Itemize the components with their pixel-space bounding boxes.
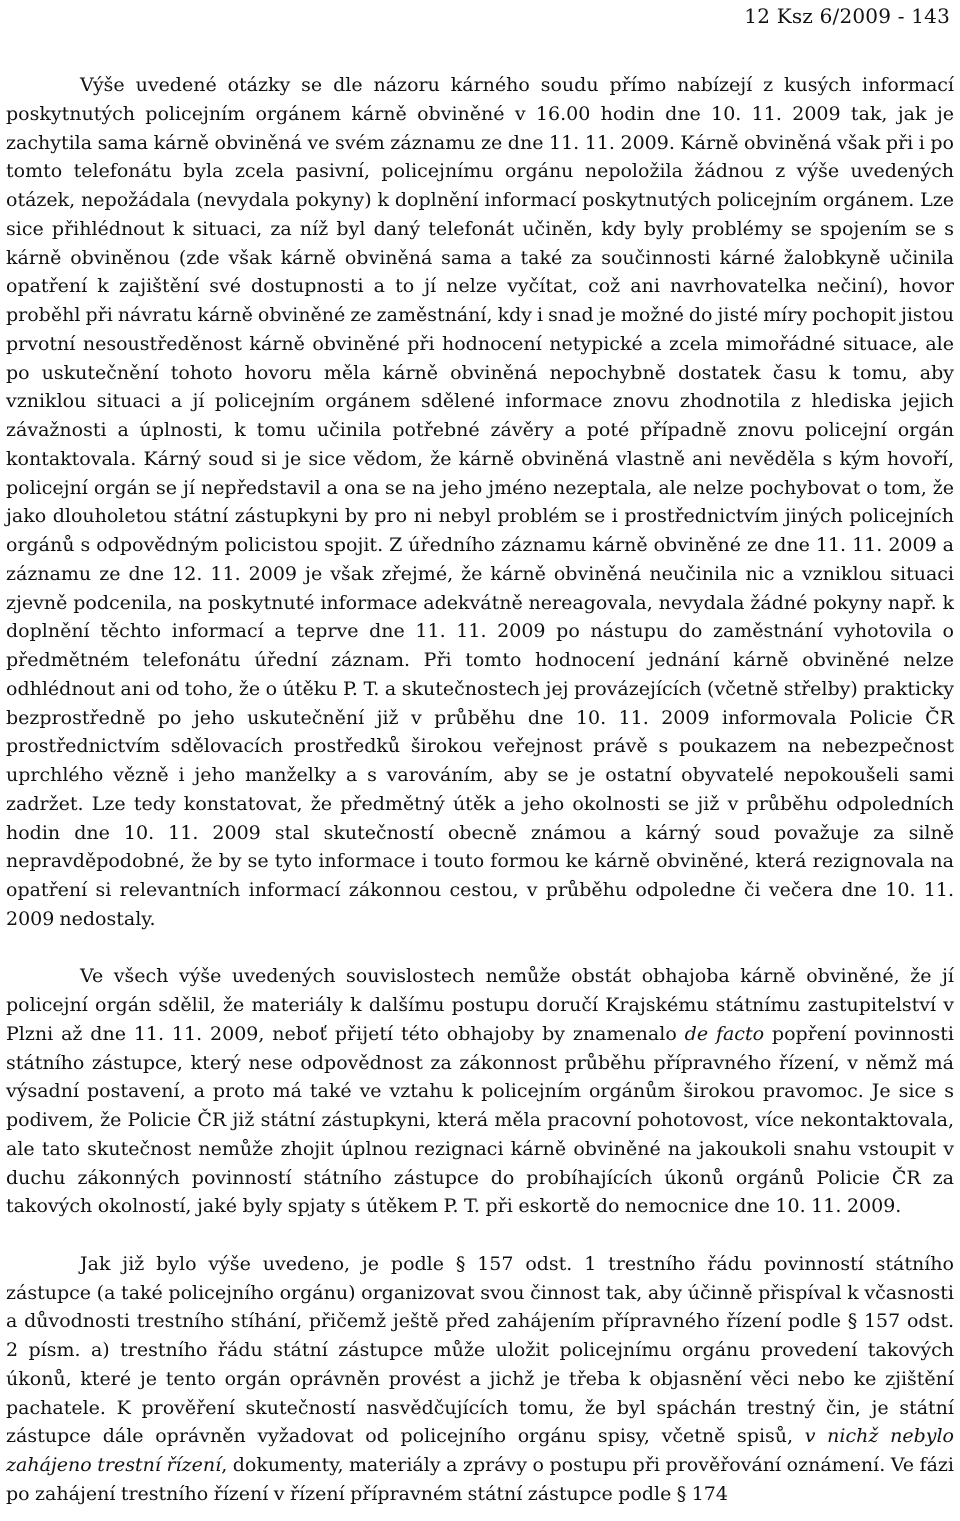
paragraph-2-text-b: popření povinnosti státního zástupce, který nese odpovědnost za zákonnost průběhu přípravného řízení, v němž má výsadní postavení, a proto má také ve vztahu k policejním orgánům širokou pravomoc. Je sice s podivem, že Policie ČR již státní zástupkyni, která měla pracovní pohotovost, více nekontaktovala, ale tato skutečnost nemůže zhojit úplnou rezignaci kárně obviněné na jakoukoli snahu vstoupit v duchu zákonných povinností státního zástupce do probíhajících úkonů orgánů Policie ČR za takových okolností, jaké byly spjaty s útěkem P. T. při eskortě do nemocnice dne 10. 11. 2009. xyxy=(6,1022,954,1218)
paragraph-1: Výše uvedené otázky se dle názoru kárného soudu přímo nabízejí z kusých informací poskytnutých policejním orgánem kárně obviněné v 16.00 hodin dne 10. 11. 2009 tak, jak je zachytila sama kárně obviněná ve svém záznamu ze dne 11. 11. 2009. Kárně obviněná však při i po tomto telefonátu byla zcela pasivní, policejnímu orgánu nepoložila žádnou z výše uvedených otázek, nepožádala (nevydala pokyny) k doplnění informací poskytnutých policejním orgánem. Lze sice přihlédnout k situaci, za níž byl daný telefonát učiněn, kdy byly problémy se spojením se s kárně obviněnou (zde však kárně obviněná sama a také za součinnosti kárné žalobkyně učinila opatření k zajištění své dostupnosti a to jí nelze vyčítat, což ani navrhovatelka nečiní), hovor proběhl při návratu kárně obviněné ze zaměstnání, kdy i snad je možné do jisté míry pochopit jistou prvotní nesoustředěnost kárně obviněné při hodnocení netypické a zcela mimořádné situace, ale po uskutečnění tohoto hovoru měla kárně obviněná nepochybně dostatek času k tomu, aby vzniklou situaci a jí policejním orgánem sdělené informace znovu zhodnotila z hlediska jejich závažnosti a úplnosti, k tomu učinila potřebné závěry a poté případně znovu policejní orgán kontaktovala. Kárný soud si je sice vědom, že kárně obviněná vlastně ani nevěděla s kým hovoří, policejní orgán se jí nepředstavil a ona se na jeho jméno nezeptala, ale nelze pochybovat o tom, že jako dlouholetou státní zástupkyni by pro ni nebyl problém se i prostřednictvím jiných policejních orgánů s odpovědným policistou spojit. Z úředního záznamu kárně obviněné ze dne 11. 11. 2009 a záznamu ze dne 12. 11. 2009 je však zřejmé, že kárně obviněná neučinila nic a vzniklou situaci zjevně podcenila, na poskytnuté informace adekvátně nereagovala, nevydala žádné pokyny např. k doplnění těchto informací a teprve dne 11. 11. 2009 po nástupu do zaměstnání vyhotovila o předmětném telefonátu úřední záznam. Při tomto hodnocení jednání kárně obviněné nelze odhlédnout ani od toho, že o útěku P. T. a skutečnostech jej provázejících (včetně střelby) prakticky bezprostředně po jeho uskutečnění již v průběhu dne 10. 11. 2009 informovala Policie ČR prostřednictvím sdělovacích prostředků širokou veřejnost právě s poukazem na nebezpečnost uprchlého vězně i jeho manželky a s varováním, aby se je ostatní obyvatelé nepokoušeli sami zadržet. Lze tedy konstatovat, že předmětný útěk a jeho okolnosti se již v průběhu odpoledních hodin dne 10. 11. 2009 stal skutečností obecně známou a kárný soud považuje za silně nepravděpodobné, že by se tyto informace i touto formou ke kárně obviněné, která rezignovala na opatření si relevantních informací zákonnou cestou, v průběhu odpoledne či večera dne 10. 11. 2009 nedostaly. xyxy=(6,74,954,930)
paragraph-3 xyxy=(6,1250,954,1509)
document-body xyxy=(6,71,954,1509)
paragraph-3-italic: v nichž nebylo zahájeno trestní řízení xyxy=(6,1425,954,1476)
case-reference: 12 Ksz 6/2009 - 143 xyxy=(744,4,950,28)
paragraph-2-text-a: Ve všech výše uvedených souvislostech nemůže obstát obhajoba kárně obviněné, že jí policejní orgán sdělil, že materiály k dalšímu postupu doručí Krajskému státnímu zastupitelství v Plzni až dne 11. 11. 2009, neboť přijetí této obhajoby by znamenalo xyxy=(6,965,954,1045)
paragraph-3-text-b: , dokumenty, materiály a zprávy o postupu při prověřování oznámení. Ve fázi po zahájení trestního řízení v řízení přípravném státní zástupce podle § 174 xyxy=(6,1454,955,1505)
paragraph-2 xyxy=(6,962,954,1221)
paragraph-3-text-a: Jak již bylo výše uvedeno, je podle § 157 odst. 1 trestního řádu povinností státního zástupce (a také policejního orgánu) organizovat svou činnost tak, aby účinně přispíval k včasnosti a důvodnosti trestního stíhání, přičemž ještě před zahájením přípravného řízení podle § 157 odst. 2 písm. a) trestního řádu státní zástupce může uložit policejnímu orgánu provedení takových úkonů, které je tento orgán oprávněn provést a jichž je třeba k objasnění věci nebo ke zjištění pachatele. K prověření skutečností nasvědčujících tomu, že byl spáchán trestný čin, je státní zástupce dále oprávněn vyžadovat od policejního orgánu spisy, včetně spisů, xyxy=(6,1252,954,1448)
paragraph-2-italic: de facto xyxy=(684,1022,765,1045)
